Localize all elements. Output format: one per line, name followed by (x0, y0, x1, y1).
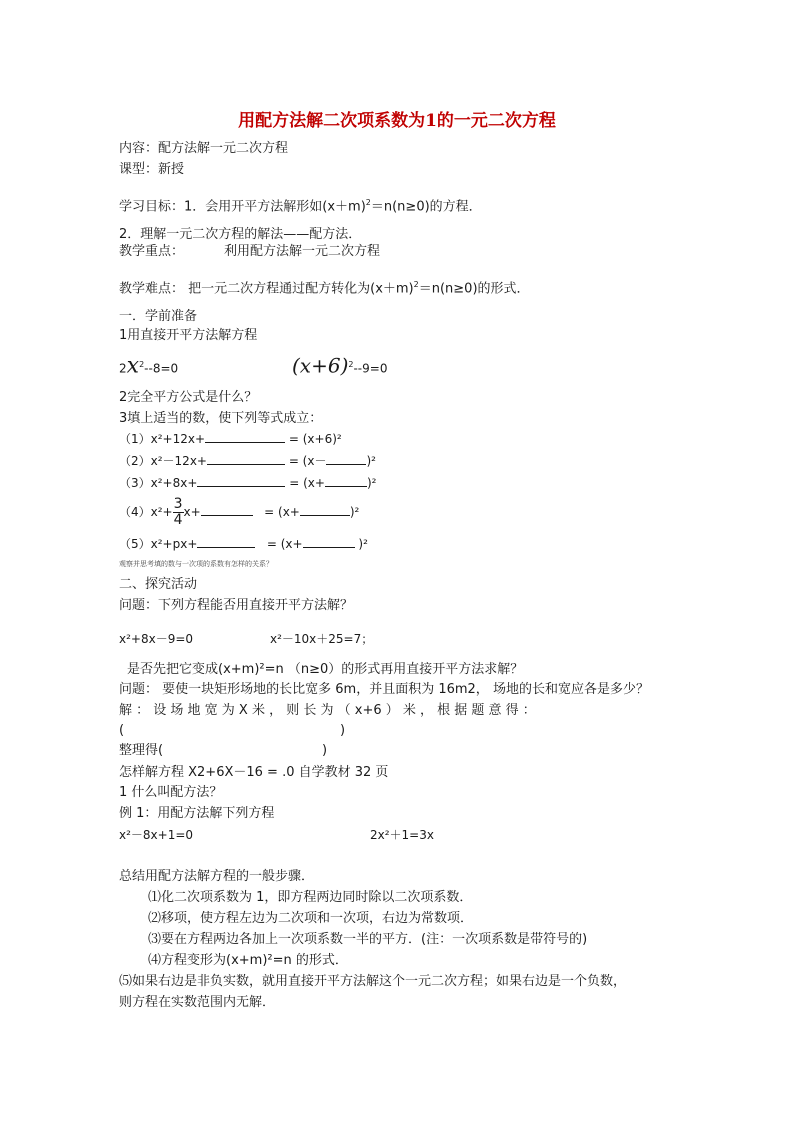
section-1-title: 一．学前准备 (119, 309, 198, 324)
equation-1-coef: 2 (119, 361, 127, 376)
fill-row-1-left: （1）x²+12x+ (119, 432, 206, 446)
difficulty-point (119, 276, 530, 298)
key-point-text: 利用配方法解一元二次方程 (224, 244, 381, 259)
section-1-question-2: 2完全平方公式是什么？ (119, 390, 258, 405)
equation-2-rest: --9=0 (353, 361, 388, 376)
step-5-line-1: ⑸如果右边是非负实数，就用直接开平方法解这个一元二次方程；如果右边是一个负数， (119, 974, 627, 989)
paren-open: ( (119, 723, 125, 738)
difficulty-post: ＝n(n≥0)的形式． (418, 281, 530, 297)
blank[interactable] (326, 452, 366, 465)
blank[interactable] (205, 430, 285, 443)
fill-row-3-left: （3）x²+8x+ (119, 476, 198, 490)
section-2-question: 问题：下列方程能否用直接开平方法解？ (119, 598, 354, 613)
fill-row-5-end: )² (358, 537, 368, 551)
step-5-line-2: 则方程在实数范围内无解． (119, 995, 276, 1010)
blank[interactable] (325, 474, 367, 487)
fraction-denominator: 4 (173, 512, 183, 528)
paren-close: ) (340, 723, 346, 738)
fill-row-1 (119, 430, 342, 448)
key-point-label: 教学重点： (119, 244, 185, 259)
step-1: ⑴化二次项系数为 1，即方程两边同时除以二次项系数． (148, 890, 473, 905)
equation-2-exponent: 2 (348, 360, 354, 369)
fill-row-4-end: )² (349, 505, 360, 519)
word-problem: 问题： 要使一块矩形场地的长比宽多 6m，并且面积为 16m2， 场地的长和宽应各是多少？ (119, 682, 649, 697)
section-1-question-1: 1用直接开平方法解方程 (119, 328, 258, 343)
equation-2-main: (x+6) (292, 353, 349, 378)
example-1: 例 1：用配方法解下列方程 (119, 806, 275, 821)
fill-row-2-left: （2）x²－12x+ (119, 454, 207, 468)
equation-1-exponent: 2 (139, 360, 145, 369)
goal-2: 2．理解一元二次方程的解法——配方法． (119, 227, 362, 242)
simplify-line: 整理得( (119, 743, 164, 758)
what-is-completing-square: 1 什么叫配方法？ (119, 785, 223, 800)
fill-row-5-left: （5）x²+px+ (119, 537, 198, 551)
key-point (119, 243, 380, 261)
goal-1 (119, 194, 482, 216)
section-2-title: 二、探究活动 (119, 577, 198, 592)
example-equation-2: 2x²＋1=3x (370, 828, 434, 842)
fill-row-2-end: )² (366, 454, 376, 468)
fill-row-4 (119, 494, 359, 530)
equation-1-rest: --8=0 (144, 361, 179, 376)
fill-row-2-eq: = (x－ (288, 454, 327, 468)
simplify-close: ) (322, 743, 328, 758)
section-2-question-2: 是否先把它变成(x+m)²=n （n≥0）的形式再用直接开平方法求解？ (127, 662, 524, 677)
fraction-numerator: 3 (173, 496, 183, 512)
equation-2 (292, 353, 388, 378)
fill-row-3 (119, 474, 376, 492)
goal-1-post: ＝n(n≥0)的方程． (370, 199, 482, 215)
fill-row-4-left: （4）x²+ (119, 505, 173, 519)
goal-1-exponent: 2 (365, 198, 371, 207)
difficulty-exponent: 2 (413, 280, 419, 289)
fill-row-3-end: )² (366, 476, 377, 490)
step-4: ⑷方程变形为(x+m)²=n 的形式． (148, 953, 348, 968)
blank[interactable] (207, 452, 285, 465)
summary-heading: 总结用配方法解方程的一般步骤． (119, 869, 315, 884)
step-3: ⑶要在方程两边各加上一次项系数一半的平方．(注：一次项系数是带符号的) (148, 932, 588, 947)
equation-4: x²－10x＋25=7； (270, 632, 374, 646)
fill-row-4-x: x+ (183, 505, 201, 519)
fill-row-4-eq: = (x+ (264, 505, 300, 519)
fill-row-1-right: = (x+6)² (288, 432, 342, 446)
content-line: 内容：配方法解一元二次方程 (119, 141, 289, 156)
document-title: 用配方法解二次项系数为1的一元二次方程 (238, 111, 556, 131)
blank[interactable] (197, 474, 285, 487)
equation-1 (119, 353, 179, 379)
lesson-type-line: 课型：新授 (119, 162, 185, 177)
fill-row-3-eq: = (x+ (289, 476, 325, 490)
equation-1-var: x (126, 353, 140, 379)
fill-row-5-eq: = (x+ (266, 537, 303, 551)
how-to-solve: 怎样解方程 X2+6X－16 = .0 自学教材 32 页 (119, 765, 389, 780)
step-2: ⑵移项，使方程左边为二次项和一次项，右边为常数项． (148, 911, 474, 926)
blank[interactable] (303, 535, 355, 548)
blank[interactable] (300, 503, 350, 516)
observe-note: 观察并思考填的数与一次项的系数有怎样的关系？ (119, 560, 273, 568)
equation-3: x²+8x－9=0 (119, 632, 194, 646)
blank[interactable] (197, 535, 255, 548)
section-1-question-3: 3填上适当的数，使下列等式成立： (119, 411, 323, 426)
fraction (173, 497, 184, 528)
fill-row-2 (119, 452, 376, 470)
solution-line: 解 ： 设 场 地 宽 为 X 米 ， 则 长 为 （ x+6 ） 米 ， 根 据 题 意 得 ： (119, 703, 536, 718)
example-equation-1: x²－8x+1=0 (119, 828, 194, 842)
fill-row-5 (119, 535, 368, 553)
difficulty-pre: 教学难点： 把一元二次方程通过配方转化为(x＋m) (119, 281, 414, 297)
goal-1-pre: 学习目标：1．会用开平方法解形如(x＋m) (119, 199, 366, 215)
blank[interactable] (201, 503, 253, 516)
